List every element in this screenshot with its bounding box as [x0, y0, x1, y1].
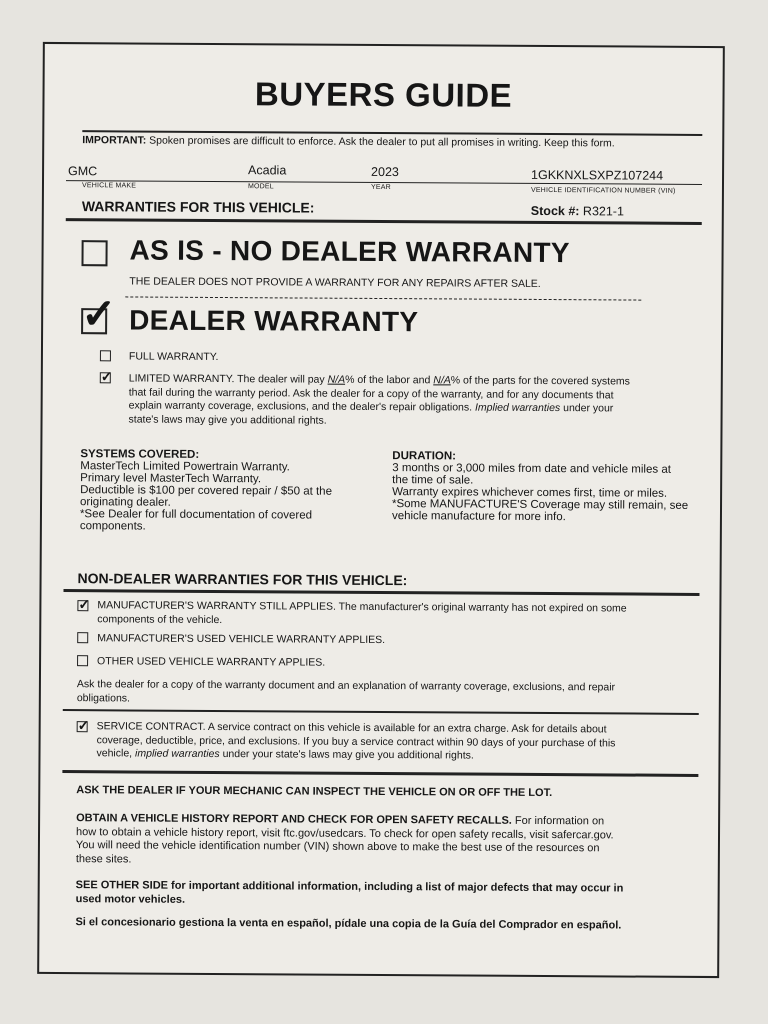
limited-check-icon: ✓: [100, 368, 113, 385]
other-used-warranty-label: OTHER USED VEHICLE WARRANTY APPLIES.: [97, 655, 326, 669]
as-is-heading: AS IS - NO DEALER WARRANTY: [129, 234, 570, 269]
ask-dealer-copy: [77, 678, 707, 709]
page-title: BUYERS GUIDE: [254, 75, 513, 114]
divider: [62, 770, 698, 777]
stock-value: R321-1: [582, 204, 624, 219]
systems-line: *See Dealer for full documentation of covered: [79, 508, 313, 522]
service-label: SERVICE CONTRACT.: [96, 720, 206, 733]
divider: [63, 589, 699, 596]
full-warranty-checkbox[interactable]: [100, 350, 111, 361]
history-line-3: You will need the vehicle identification number (VIN) shown above to make the best use of the resources on: [75, 839, 600, 855]
limited-line-3a: explain warranty coverage, exclusions, and the dealer's repair obligations.: [128, 399, 473, 414]
vehicle-model: Acadia: [248, 163, 287, 178]
limited-suffix: % of the parts for the covered systems: [450, 374, 630, 388]
vehicle-year-label: YEAR: [370, 183, 391, 192]
buyers-guide-form: [37, 42, 725, 978]
history-report-notice: [76, 812, 706, 870]
history-bold: OBTAIN A VEHICLE HISTORY REPORT AND CHECK FOR OPEN SAFETY RECALLS.: [76, 812, 512, 827]
mfr-label: MANUFACTURER'S WARRANTY STILL APPLIES.: [97, 599, 336, 613]
stock-number: [531, 204, 624, 219]
service-contract-text: [96, 720, 706, 764]
systems-line: originating dealer.: [80, 496, 171, 509]
vehicle-vin: 1GKKNXLSXPZ107244: [531, 167, 664, 183]
labor-percent: N/A: [327, 373, 346, 386]
parts-percent: N/A: [433, 374, 451, 387]
duration-line: the time of sale.: [392, 474, 474, 487]
duration: [392, 450, 712, 524]
history-line-2: how to obtain a vehicle history report, visit ftc.gov/usedcars. To check for open safety recalls, visit safercar.gov.: [75, 825, 614, 841]
manufacturer-warranty-text: [97, 599, 707, 630]
vehicle-year: 2023: [371, 164, 399, 180]
service-line-1: A service contract on this vehicle is available for an extra charge. Ask for details about: [207, 720, 607, 736]
limited-line-3b: under your: [563, 402, 614, 415]
duration-line: vehicle manufacture for more info.: [391, 510, 566, 524]
vin-label: VEHICLE IDENTIFICATION NUMBER (VIN): [530, 186, 676, 195]
divider: [66, 218, 702, 225]
important-label: IMPORTANT:: [82, 134, 147, 147]
mfr-check-icon: ✓: [78, 596, 91, 613]
see-other-side: [76, 878, 706, 910]
dealer-warranty-check-icon: ✓: [81, 290, 117, 338]
non-dealer-heading: NON-DEALER WARRANTIES FOR THIS VEHICLE:: [77, 570, 408, 589]
inspect-notice: ASK THE DEALER IF YOUR MECHANIC CAN INSPECT THE VEHICLE ON OR OFF THE LOT.: [76, 784, 553, 800]
mfr-text-line-2: components of the vehicle.: [97, 612, 223, 626]
spanish-notice: Si el concesionario gestiona la venta en español, pídale una copia de la Guía del Comprador en español.: [75, 916, 622, 932]
important-text: Spoken promises are difficult to enforce. Ask the dealer to put all promises in writing. Keep this form.: [149, 134, 615, 150]
duration-line: 3 months or 3,000 miles from date and vehicle miles at: [392, 462, 671, 476]
dashed-divider: [125, 296, 641, 300]
ask-line-1: Ask the dealer for a copy of the warranty document and an explanation of warranty coverage, exclusions, and repair: [76, 678, 616, 694]
systems-line: Primary level MasterTech Warranty.: [80, 472, 262, 486]
systems-line: Deductible is $100 per covered repair / $50 at the: [80, 484, 333, 498]
used-vehicle-warranty-label: MANUFACTURER'S USED VEHICLE WARRANTY APPLIES.: [97, 632, 386, 647]
duration-heading: DURATION:: [392, 450, 457, 463]
history-rest: For information on: [514, 814, 605, 828]
duration-line: Warranty expires whichever comes first, time or miles.: [392, 486, 668, 500]
mfr-text: The manufacturer's original warranty has not expired on some: [338, 600, 627, 615]
duration-line: *Some MANUFACTURE'S Coverage may still remain, see: [391, 498, 689, 512]
see-rest: for important additional information, including a list of major defects that may occur in: [171, 879, 624, 895]
vehicle-make-label: VEHICLE MAKE: [81, 182, 137, 190]
limited-line-4: state's laws may give you additional rights.: [128, 412, 327, 427]
other-used-warranty-checkbox[interactable]: [77, 655, 88, 666]
full-warranty-label: FULL WARRANTY.: [128, 350, 219, 364]
ask-line-2: obligations.: [76, 691, 131, 704]
systems-line: MasterTech Limited Powertrain Warranty.: [80, 460, 290, 474]
service-check-icon: ✓: [77, 717, 90, 734]
systems-covered: [80, 448, 381, 534]
implied-warranties: Implied warranties: [474, 401, 561, 415]
vehicle-make: GMC: [68, 164, 98, 179]
as-is-subtext: THE DEALER DOES NOT PROVIDE A WARRANTY FOR ANY REPAIRS AFTER SALE.: [129, 275, 541, 290]
manufacturer-warranty-checkbox[interactable]: [77, 596, 91, 613]
dealer-warranty-checkbox[interactable]: [81, 290, 117, 338]
service-line-3b: under your state's laws may give you additional rights.: [222, 748, 474, 762]
as-is-checkbox[interactable]: [81, 240, 107, 266]
stock-label: Stock #:: [530, 203, 580, 219]
systems-line: components.: [79, 520, 146, 533]
limited-prefix: LIMITED WARRANTY. The dealer will pay: [128, 372, 325, 386]
service-contract-checkbox[interactable]: [77, 717, 90, 734]
vehicle-model-label: MODEL: [247, 183, 274, 191]
see-line-2: used motor vehicles.: [75, 893, 186, 906]
limited-warranty-text: [129, 372, 709, 430]
systems-heading: SYSTEMS COVERED:: [80, 448, 200, 461]
dealer-warranty-heading: DEALER WARRANTY: [129, 304, 419, 338]
used-vehicle-warranty-checkbox[interactable]: [77, 632, 88, 643]
limited-mid: % of the labor and: [345, 373, 431, 387]
service-line-3a: vehicle,: [96, 747, 133, 760]
limited-line-2: that fail during the warranty period. Ask the dealer for a copy of the warranty, and for any documents that: [128, 385, 614, 401]
divider: [63, 709, 699, 715]
history-line-4: these sites.: [75, 852, 132, 865]
implied-warranties: implied warranties: [135, 747, 220, 761]
see-bold: SEE OTHER SIDE: [75, 879, 169, 892]
service-line-2: coverage, deductible, price, and exclusions. If you buy a service contract within 90 days of your purchase of this: [96, 733, 616, 749]
important-notice: [82, 134, 712, 150]
warranties-header: WARRANTIES FOR THIS VEHICLE:: [81, 198, 315, 216]
limited-warranty-checkbox[interactable]: [100, 368, 113, 385]
